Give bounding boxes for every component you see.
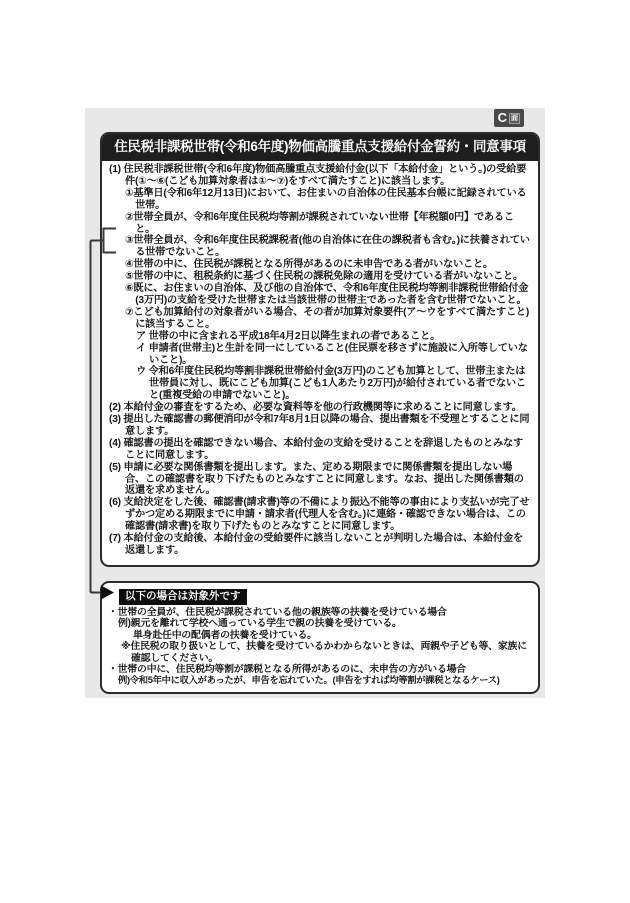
term-item-1-2: ②世帯全員が、令和6年度住民税均等割が課税されていない世帯【年税額0円】であること。 — [125, 211, 514, 235]
exclusions-badge-row — [108, 586, 532, 605]
exclusions-body — [108, 607, 532, 687]
terms-box — [100, 132, 540, 567]
exclusion-case-1-example: 例)親元を離れて学校へ通っている学生で親の扶養を受けている。 — [118, 618, 402, 630]
term-item-1-4: ④世帯の中に、住民税が課税となる所得があるのに未申告である者がいないこと。 — [125, 259, 493, 271]
exclusions-box — [100, 581, 540, 694]
term-item-1-7: ⑦こども加算給付の対象者がいる場合、その者が加算対象要件(ア～ウをすべて満たすこと)に該当すること。 — [125, 306, 530, 330]
term-item-1-7-u: ウ 令和6年度住民税均等割非課税世帯給付金(3万円)のこども加算として、世帯主または世帯員に対し、既にこども加算(こども1人あたり2万円)が給付されている者でないこと(重複受給の申請でないこと)。 — [136, 366, 526, 402]
exclusion-case-1-example2: 単身赴任中の配偶者の扶養を受けている。 — [133, 629, 317, 641]
term-item-4: (4) 確認書の提出を確認できない場合、本給付金の支給を受けることを辞退したものとみなすことに同意します。 — [109, 437, 523, 461]
page-side-badge — [494, 109, 524, 127]
term-item-1-1: ①基準日(令和6年12月13日)において、お住まいの自治体の住民基本台帳に記録されている世帯。 — [125, 187, 527, 211]
side-label-main: C — [497, 110, 507, 125]
terms-body — [102, 161, 538, 560]
side-label-sub: 面 — [511, 114, 518, 122]
term-item-1-7-i: イ 申請者(世帯主)と生計を同一にしていること(住民票を移さずに施設に入所等していないこと)。 — [136, 342, 528, 366]
term-item-1-5: ⑤世帯の中に、租税条約に基づく住民税の課税免除の適用を受けている者がいないこと。 — [125, 271, 523, 283]
term-item-1: (1) 住民税非課税世帯(令和6年度)物価高騰重点支援給付金(以下「本給付金」という。)の受給要件(①～⑥(こども加算対象者は①～⑦)をすべて満たすこと)に該当します。 — [109, 164, 527, 187]
exclusion-case-1-note: ※住民税の取り扱いとして、扶養を受けているかわからないときは、両親や子ども等、家族に確認してください。 — [121, 641, 527, 664]
term-item-3: (3) 提出した確認書の郵便消印が令和7年8月1日以降の場合、提出書類を不受理とすることに同意します。 — [109, 414, 530, 437]
exclusions-badge: 以下の場合は対象外です — [119, 589, 247, 605]
term-item-2: (2) 本給付金の審査をするため、必要な資料等を他の行政機関等に求めることに同意します。 — [109, 402, 522, 414]
document-sheet — [85, 108, 545, 698]
term-item-1-6: ⑥既に、お住まいの自治体、及び他の自治体で、令和6年度住民税均等割非課税世帯給付金(3万円)の支給を受けた世帯または当該世帯の世帯主であった者を含む世帯でないこと。 — [125, 283, 529, 306]
term-item-1-3: ③世帯全員が、令和6年度住民税課税者(他の自治体に在住の課税者も含む。)に扶養されている世帯でないこと。 — [125, 235, 530, 259]
term-item-7: (7) 本給付金の支給後、本給付金の受給要件に該当しないことが判明した場合は、本給付金を返還します。 — [109, 533, 523, 556]
exclusion-case-2: ・世帯の中に、住民税均等割が課税となる所得があるのに、未申告の方がいる場合 — [108, 664, 466, 676]
exclusion-case-1: ・世帯の全員が、住民税が課税されている他の親族等の扶養を受けている場合 — [108, 607, 447, 618]
term-item-5: (5) 申請に必要な関係書類を提出します。また、定める期限までに関係書類を提出しない場合、この確認書を取り下げたものとみなすことに同意します。なお、提出した関係書類の返還を求めません。 — [109, 461, 524, 497]
exclusion-case-2-example: 例)令和5年中に収入があったが、申告を忘れていた。(申告をすれば均等割が課税となるケース) — [118, 675, 500, 686]
terms-title: 住民税非課税世帯(令和6年度)物価高騰重点支援給付金誓約・同意事項 — [102, 134, 538, 161]
term-item-6: (6) 支給決定をした後、確認書(請求書)等の不備により振込不能等の事由により支払いが完了せずかつ定める期限までに申請・請求者(代理人を含む。)に連絡・確認できない場合は、この確認書(請求書)を取り下げたものとみなすことに同意します。 — [109, 497, 530, 533]
term-item-1-7-a: ア 世帯の中に含まれる平成18年4月2日以降生まれの者であること。 — [136, 330, 441, 342]
